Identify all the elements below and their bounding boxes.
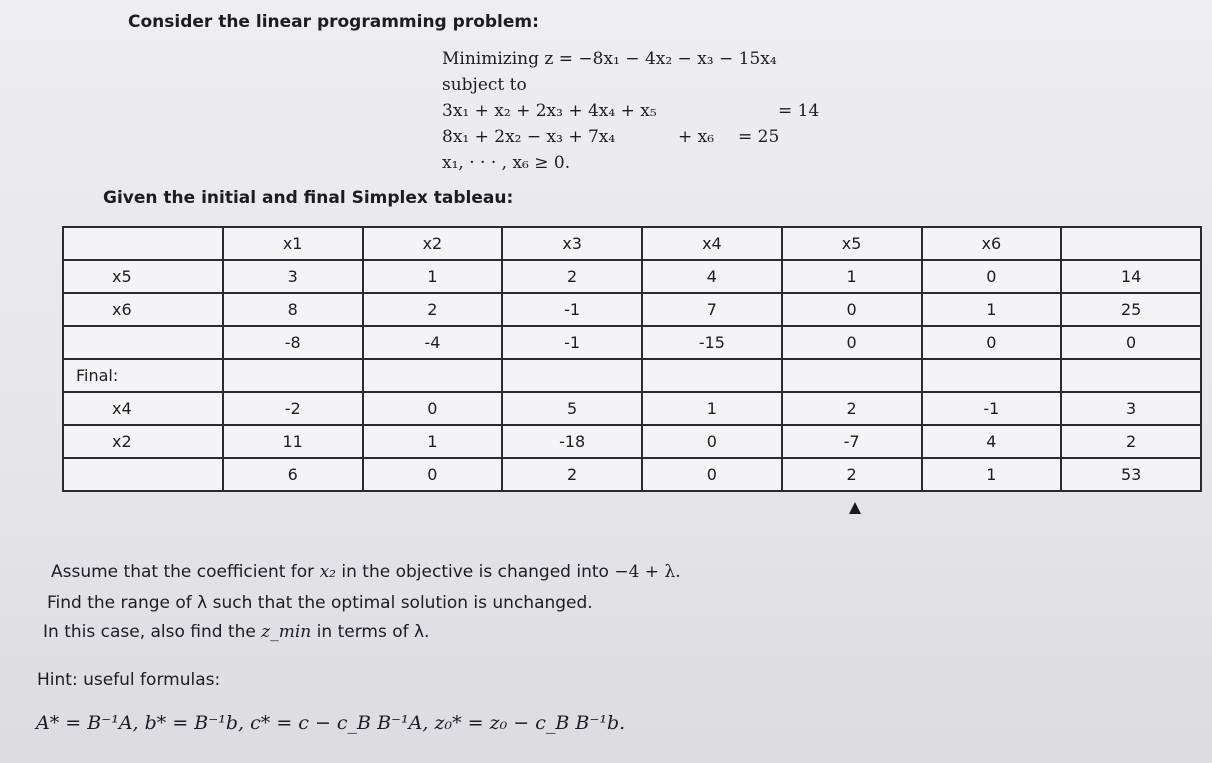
tableau-cell: 2 [502, 458, 642, 491]
tableau-cell: -18 [502, 425, 642, 458]
tableau-row-label [63, 326, 223, 359]
tableau-row [63, 260, 1201, 293]
tableau-cell: 53 [1061, 458, 1201, 491]
tableau-cell [363, 359, 503, 392]
question-line-2: Find the range of λ such that the optimal solution is unchanged. [47, 593, 593, 613]
question-var-x2: x₂ [319, 562, 336, 582]
tableau-cell: 3 [223, 260, 363, 293]
question-line-3 [43, 622, 429, 642]
subject-to-line: subject to [442, 75, 527, 95]
question-var-zmin: z_min [261, 622, 312, 642]
tableau-cell [1061, 227, 1201, 260]
tableau-cell: x3 [502, 227, 642, 260]
constraint-2-rhs: = 25 [738, 127, 780, 147]
tableau-cell: 6 [223, 458, 363, 491]
tableau-cell: 3 [1061, 392, 1201, 425]
tableau-cell: 1 [922, 458, 1062, 491]
tableau-cell: 0 [363, 458, 503, 491]
tableau-row-label: x6 [63, 293, 223, 326]
simplex-tableau [62, 226, 1212, 492]
tableau-row-label [63, 227, 223, 260]
question-line-1-text: Assume that the coefficient for [51, 562, 320, 582]
tableau-cell: x2 [363, 227, 503, 260]
intro-text: Consider the linear programming problem: [128, 12, 539, 32]
tableau-row-label: x5 [63, 260, 223, 293]
question-expr: −4 + λ. [614, 562, 681, 582]
constraint-1-rhs: = 14 [778, 101, 820, 121]
tableau-cell: -8 [223, 326, 363, 359]
constraint-2-lhs: 8x₁ + 2x₂ − x₃ + 7x₄ [442, 127, 616, 147]
constraint-2 [442, 124, 819, 150]
question-line-3-text: In this case, also find the [43, 622, 262, 642]
tableau-cell: 1 [642, 392, 782, 425]
hint-formula: A* = B⁻¹A, b* = B⁻¹b, c* = c − c_B B⁻¹A, z₀* = z₀ − c_B B⁻¹b. [36, 712, 626, 734]
question-line-1 [51, 562, 681, 582]
constraint-2-slack: + x₆ [678, 127, 715, 147]
constraint-1-lhs: 3x₁ + x₂ + 2x₃ + 4x₄ + x₅ [442, 101, 657, 121]
tableau-cell: 1 [363, 425, 503, 458]
tableau-cell: -2 [223, 392, 363, 425]
tableau-row-label: Final: [63, 359, 223, 392]
objective-line: Minimizing z = −8x₁ − 4x₂ − x₃ − 15x₄ [442, 49, 777, 69]
tableau-cell: 4 [922, 425, 1062, 458]
tableau-cell: 11 [223, 425, 363, 458]
tableau-cell [642, 359, 782, 392]
tableau-cell: 2 [1061, 425, 1201, 458]
tableau-cell: -1 [922, 392, 1062, 425]
question-line-1-text-b: in the objective is changed into [335, 562, 615, 582]
tableau-cell: 0 [782, 293, 922, 326]
tableau-cell: -4 [363, 326, 503, 359]
tableau-cell: 2 [502, 260, 642, 293]
mouse-cursor-icon [849, 502, 861, 514]
constraint-1 [442, 98, 819, 124]
tableau-table [62, 226, 1202, 492]
tableau-cell: -15 [642, 326, 782, 359]
tableau-cell: -1 [502, 293, 642, 326]
tableau-cell: 4 [642, 260, 782, 293]
tableau-cell: 0 [642, 425, 782, 458]
tableau-cell: 8 [223, 293, 363, 326]
question-line-3-text-b: in terms of λ. [311, 622, 430, 642]
tableau-row [63, 458, 1201, 491]
tableau-cell: 0 [922, 326, 1062, 359]
tableau-cell: 1 [922, 293, 1062, 326]
tableau-row [63, 392, 1201, 425]
tableau-row [63, 326, 1201, 359]
nonnegativity-line: x₁, · · · , x₆ ≥ 0. [442, 153, 571, 173]
tableau-cell: 0 [642, 458, 782, 491]
tableau-cell: 0 [782, 326, 922, 359]
tableau-cell: x4 [642, 227, 782, 260]
tableau-row-label: x2 [63, 425, 223, 458]
tableau-cell: -1 [502, 326, 642, 359]
tableau-cell [1061, 359, 1201, 392]
tableau-cell [782, 359, 922, 392]
given-text: Given the initial and final Simplex tableau: [103, 188, 514, 208]
tableau-row-label: x4 [63, 392, 223, 425]
tableau-header-row [63, 227, 1201, 260]
tableau-cell: -7 [782, 425, 922, 458]
hint-text: Hint: useful formulas: [37, 670, 221, 690]
tableau-cell: x5 [782, 227, 922, 260]
tableau-cell: 0 [363, 392, 503, 425]
tableau-cell: 2 [782, 392, 922, 425]
tableau-cell [223, 359, 363, 392]
tableau-cell: 2 [363, 293, 503, 326]
tableau-row-label [63, 458, 223, 491]
tableau-cell: x1 [223, 227, 363, 260]
tableau-cell: 5 [502, 392, 642, 425]
tableau-row [63, 359, 1201, 392]
tableau-cell: 14 [1061, 260, 1201, 293]
tableau-cell: 1 [363, 260, 503, 293]
tableau-cell: 25 [1061, 293, 1201, 326]
tableau-cell [502, 359, 642, 392]
tableau-row [63, 425, 1201, 458]
lp-problem [442, 46, 819, 176]
tableau-cell: 1 [782, 260, 922, 293]
tableau-cell [922, 359, 1062, 392]
tableau-cell: 2 [782, 458, 922, 491]
tableau-cell: 0 [1061, 326, 1201, 359]
tableau-cell: x6 [922, 227, 1062, 260]
tableau-cell: 7 [642, 293, 782, 326]
tableau-row [63, 293, 1201, 326]
tableau-cell: 0 [922, 260, 1062, 293]
